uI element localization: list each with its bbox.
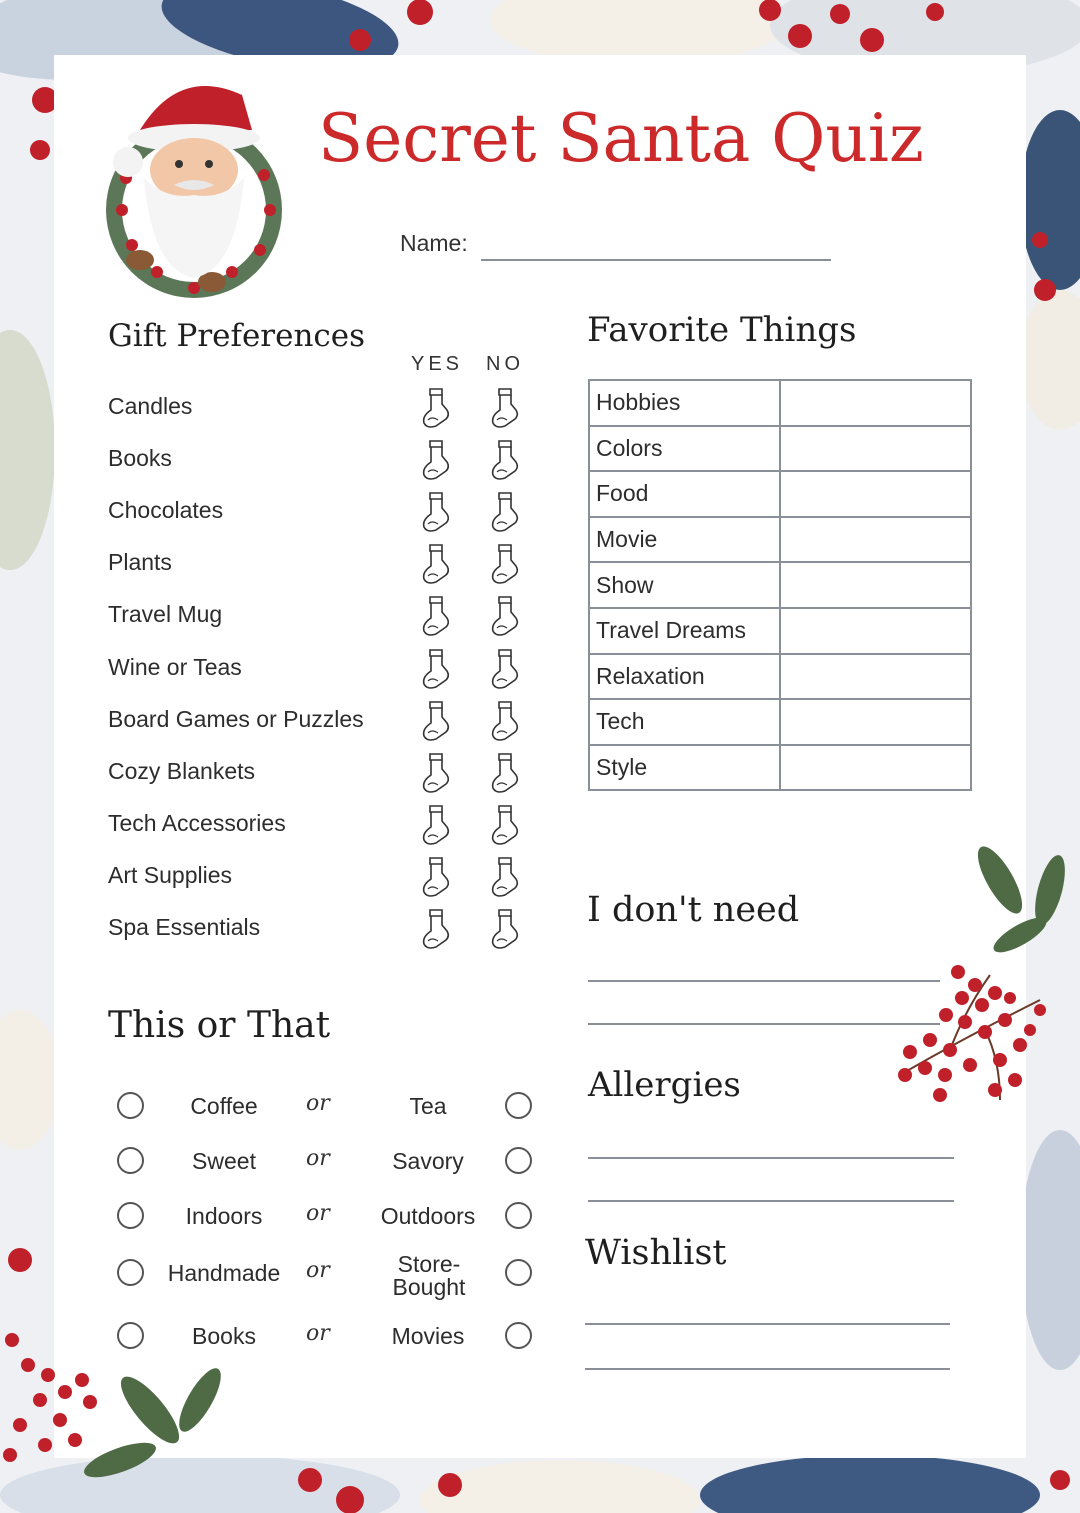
page-title: Secret Santa Quiz	[318, 100, 924, 177]
allergies-heading: Allergies	[588, 1065, 741, 1105]
stocking-icon-yes-checkbox[interactable]	[418, 542, 452, 591]
allergies-line-2[interactable]	[588, 1200, 954, 1202]
favorite-answer-cell[interactable]	[780, 380, 971, 426]
that-option-label: Savory	[392, 1148, 464, 1174]
gift-item-label: Spa Essentials	[108, 914, 261, 940]
stocking-icon-no-checkbox[interactable]	[487, 438, 521, 487]
stocking-icon-no-checkbox[interactable]	[487, 751, 521, 800]
dont-need-heading: I don't need	[587, 890, 800, 930]
gift-item-label: Chocolates	[108, 497, 224, 524]
dont-need-line-1[interactable]	[588, 980, 940, 982]
favorite-things-heading: Favorite Things	[587, 310, 857, 350]
this-option-label: Sweet	[192, 1148, 256, 1174]
stocking-icon-no-checkbox[interactable]	[487, 594, 521, 643]
radio-right-option[interactable]	[505, 1147, 532, 1174]
favorite-category-label: Hobbies	[589, 380, 780, 426]
or-separator: or	[306, 1258, 330, 1283]
no-column-header: NO	[486, 353, 524, 375]
gift-item-label: Candles	[108, 393, 193, 419]
radio-left-option[interactable]	[117, 1259, 144, 1286]
that-option-label: Store-Bought	[392, 1251, 466, 1300]
stocking-icon-yes-checkbox[interactable]	[418, 647, 452, 696]
gift-item-label: Books	[108, 445, 172, 472]
gift-item-label: Cozy Blankets	[108, 757, 256, 784]
santa-wreath-illustration	[82, 60, 307, 300]
this-option-label: Coffee	[190, 1093, 258, 1119]
favorite-answer-cell[interactable]	[780, 745, 971, 791]
gift-item-label: Wine or Teas	[108, 653, 242, 680]
this-option-label: Handmade	[167, 1260, 281, 1286]
favorite-things-row	[589, 426, 971, 472]
that-option-label: Outdoors	[380, 1203, 476, 1229]
name-input-line[interactable]	[481, 259, 831, 261]
favorite-answer-cell[interactable]	[780, 426, 971, 472]
gift-item-label: Travel Mug	[108, 601, 223, 628]
stocking-icon-no-checkbox[interactable]	[487, 490, 521, 539]
gift-item-label: Plants	[108, 549, 172, 576]
radio-right-option[interactable]	[505, 1202, 532, 1229]
favorite-things-row	[589, 380, 971, 426]
or-separator: or	[306, 1091, 330, 1116]
favorite-category-label: Style	[589, 745, 780, 791]
or-separator: or	[306, 1321, 330, 1346]
allergies-line-1[interactable]	[588, 1157, 954, 1159]
stocking-icon-no-checkbox[interactable]	[487, 907, 521, 956]
favorite-things-table	[588, 379, 972, 791]
wishlist-line-2[interactable]	[585, 1368, 950, 1370]
stocking-icon-yes-checkbox[interactable]	[418, 386, 452, 435]
radio-right-option[interactable]	[505, 1259, 532, 1286]
that-option-label: Tea	[409, 1093, 447, 1119]
stocking-icon-yes-checkbox[interactable]	[418, 594, 452, 643]
favorite-things-row	[589, 745, 971, 791]
dont-need-line-2[interactable]	[588, 1023, 940, 1025]
stocking-icon-yes-checkbox[interactable]	[418, 751, 452, 800]
name-label: Name:	[400, 230, 468, 256]
stocking-icon-no-checkbox[interactable]	[487, 699, 521, 748]
this-option-label: Books	[192, 1323, 256, 1349]
favorite-things-row	[589, 699, 971, 745]
this-option-label: Indoors	[185, 1203, 263, 1229]
stocking-icon-no-checkbox[interactable]	[487, 542, 521, 591]
gift-preferences-heading: Gift Preferences	[108, 318, 366, 354]
favorite-answer-cell[interactable]	[780, 471, 971, 517]
gift-item-label: Tech Accessories	[108, 809, 286, 836]
radio-left-option[interactable]	[117, 1322, 144, 1349]
this-or-that-heading: This or That	[108, 1005, 331, 1046]
favorite-things-row	[589, 562, 971, 608]
favorite-category-label: Relaxation	[589, 654, 780, 700]
stocking-icon-yes-checkbox[interactable]	[418, 490, 452, 539]
yes-column-header: YES	[411, 353, 464, 375]
or-separator: or	[306, 1146, 330, 1171]
radio-right-option[interactable]	[505, 1092, 532, 1119]
favorite-things-row	[589, 517, 971, 563]
or-separator: or	[306, 1201, 330, 1226]
favorite-category-label: Tech	[589, 699, 780, 745]
favorite-answer-cell[interactable]	[780, 699, 971, 745]
favorite-things-row	[589, 471, 971, 517]
stocking-icon-yes-checkbox[interactable]	[418, 855, 452, 904]
favorite-answer-cell[interactable]	[780, 654, 971, 700]
gift-item-label: Board Games or Puzzles	[108, 705, 364, 732]
favorite-category-label: Movie	[589, 517, 780, 563]
radio-left-option[interactable]	[117, 1202, 144, 1229]
radio-left-option[interactable]	[117, 1092, 144, 1119]
stocking-icon-yes-checkbox[interactable]	[418, 803, 452, 852]
stocking-icon-no-checkbox[interactable]	[487, 803, 521, 852]
radio-left-option[interactable]	[117, 1147, 144, 1174]
favorite-category-label: Travel Dreams	[589, 608, 780, 654]
stocking-icon-yes-checkbox[interactable]	[418, 699, 452, 748]
stocking-icon-yes-checkbox[interactable]	[418, 438, 452, 487]
stocking-icon-no-checkbox[interactable]	[487, 855, 521, 904]
that-option-label: Movies	[391, 1323, 465, 1349]
favorite-things-row	[589, 654, 971, 700]
wishlist-heading: Wishlist	[585, 1233, 727, 1273]
wishlist-line-1[interactable]	[585, 1323, 950, 1325]
radio-right-option[interactable]	[505, 1322, 532, 1349]
favorite-answer-cell[interactable]	[780, 608, 971, 654]
favorite-things-row	[589, 608, 971, 654]
gift-item-label: Art Supplies	[108, 861, 233, 888]
favorite-answer-cell[interactable]	[780, 517, 971, 563]
favorite-category-label: Show	[589, 562, 780, 608]
stocking-icon-yes-checkbox[interactable]	[418, 907, 452, 956]
favorite-answer-cell[interactable]	[780, 562, 971, 608]
stocking-icon-no-checkbox[interactable]	[487, 647, 521, 696]
favorite-category-label: Colors	[589, 426, 780, 472]
stocking-icon-no-checkbox[interactable]	[487, 386, 521, 435]
favorite-category-label: Food	[589, 471, 780, 517]
